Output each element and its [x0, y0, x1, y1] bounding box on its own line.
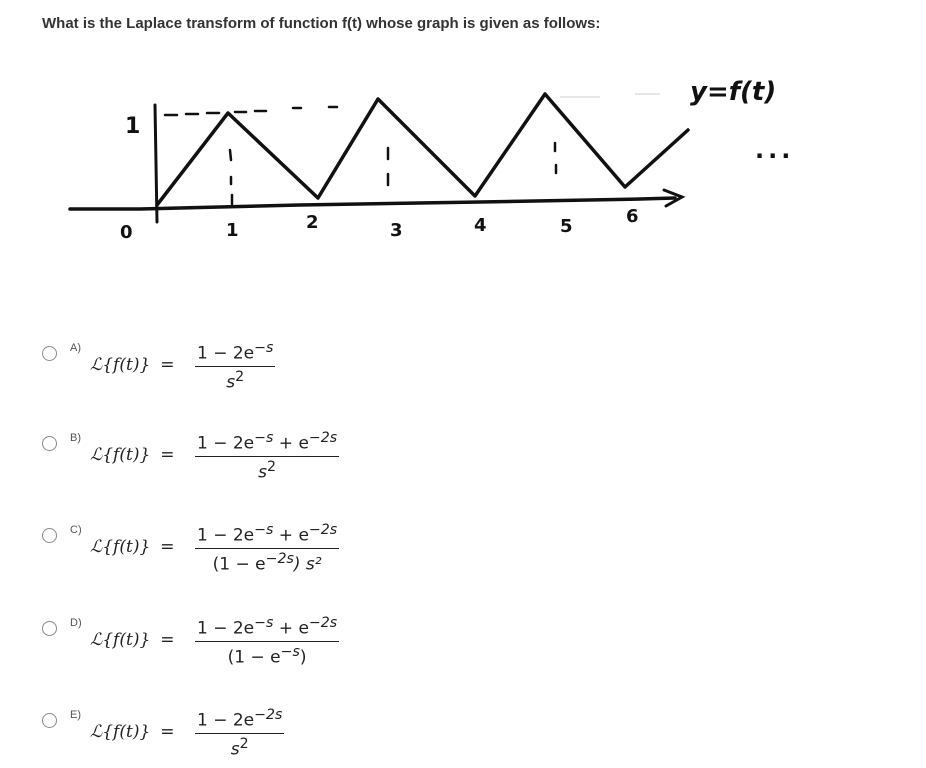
level-dashes	[165, 107, 337, 115]
option-b-radio[interactable]	[42, 436, 57, 451]
option-c-radio[interactable]	[42, 528, 57, 543]
x-tick-2: 2	[306, 212, 319, 233]
option-d-lhs: ℒ{f(t)} =	[90, 630, 175, 650]
option-c-lhs: ℒ{f(t)} =	[90, 537, 175, 557]
option-b-lhs: ℒ{f(t)} =	[90, 445, 175, 465]
x-tick-3: 3	[390, 220, 403, 241]
x-tick-0: 0	[120, 222, 133, 243]
option-b-letter: B)	[70, 432, 81, 444]
option-c-fraction: $\frac{1 - 2e^{-s} + e^{-2s}}{(1 - e^{-2s}) s^2}$	[197, 522, 338, 575]
option-e-fraction: $\frac{1 - 2e^{-2s}}{s^2}$	[197, 707, 283, 760]
option-b-fraction: $\frac{1 - 2e^{-s} + e^{-2s}}{s^2}$	[197, 430, 338, 483]
option-a-fraction: $\frac{1 - 2e^{-s}}{s^2}$	[197, 340, 274, 393]
option-d-letter: D)	[70, 617, 82, 629]
option-c-letter: C)	[70, 524, 82, 536]
option-e-letter: E)	[70, 709, 81, 721]
x-tick-5: 5	[560, 216, 573, 237]
y-tick-label: 1	[125, 114, 141, 139]
option-e[interactable]	[42, 697, 462, 760]
faint-level	[560, 94, 660, 97]
function-label: y=f(t)	[690, 77, 777, 107]
option-d-radio[interactable]	[42, 621, 57, 636]
option-a[interactable]	[42, 330, 462, 393]
x-tick-1: 1	[226, 220, 239, 241]
continuation-dots: ...	[755, 136, 795, 164]
option-e-lhs: ℒ{f(t)} =	[90, 722, 175, 742]
x-tick-6: 6	[626, 206, 639, 227]
option-b[interactable]	[42, 420, 462, 483]
option-d[interactable]	[42, 605, 462, 668]
option-a-letter: A)	[70, 342, 81, 354]
option-d-fraction: $\frac{1 - 2e^{-s} + e^{-2s}}{(1 - e^{-s})}$	[197, 615, 338, 668]
question-text: What is the Laplace transform of function f(t) whose graph is given as follows:	[42, 15, 601, 32]
option-a-lhs: ℒ{f(t)} =	[90, 355, 175, 375]
option-e-radio[interactable]	[42, 713, 57, 728]
triangle-wave	[157, 94, 688, 205]
function-graph	[0, 0, 926, 260]
option-c[interactable]	[42, 512, 462, 575]
x-tick-4: 4	[474, 215, 487, 236]
option-a-radio[interactable]	[42, 346, 57, 361]
